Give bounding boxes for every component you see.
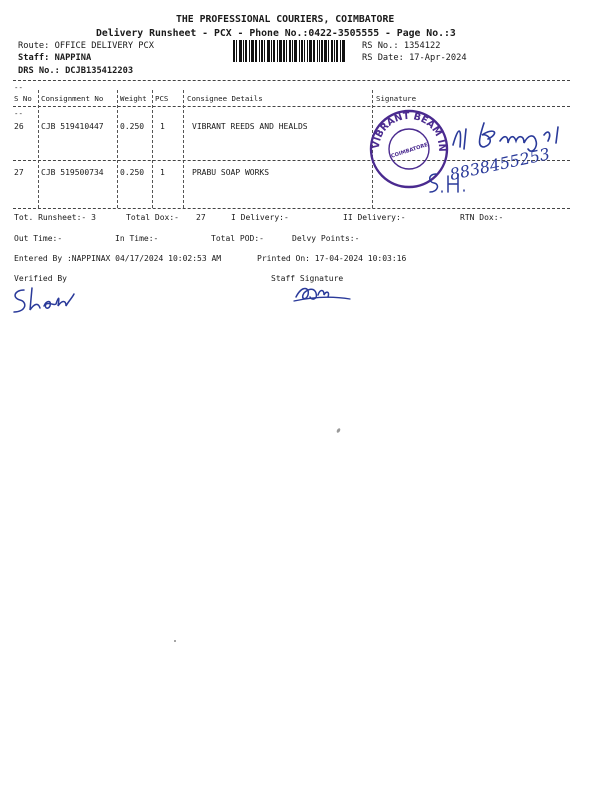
table-top-rule — [13, 80, 570, 81]
printed-on: Printed On: 17-04-2024 10:03:16 — [257, 254, 407, 263]
rs-date: RS Date: 17-Apr-2024 — [362, 53, 467, 63]
row-sno: 26 — [14, 122, 24, 131]
entered-by: Entered By :NAPPINAX 04/17/2024 10:02:53 AM — [14, 254, 222, 263]
total-dox-value: 27 — [196, 213, 206, 222]
drs-number: DRS No.: DCJB135412203 — [18, 66, 134, 76]
rs-number: RS No.: 1354122 — [362, 41, 441, 51]
handwritten-phone: 8838455253 — [448, 144, 552, 184]
column-divider — [183, 90, 184, 208]
column-header-weight: Weight — [120, 94, 147, 103]
company-title: THE PROFESSIONAL COURIERS, COIMBATORE — [176, 14, 395, 25]
header-rule — [13, 106, 570, 107]
row-pcs: 1 — [160, 168, 165, 177]
out-time: Out Time:- — [14, 234, 63, 243]
column-divider — [38, 90, 39, 208]
staff-label: Staff: NAPPINA — [18, 53, 92, 63]
barcode — [233, 40, 357, 62]
row-sno: 27 — [14, 168, 24, 177]
table-bottom-rule — [13, 208, 570, 209]
column-header-consignment: Consignment No — [41, 94, 104, 103]
staff-signature — [292, 283, 352, 305]
total-pod: Total POD:- — [211, 234, 264, 243]
verifier-signature — [10, 284, 80, 316]
column-divider — [152, 90, 153, 208]
column-header-consignee: Consignee Details — [187, 94, 263, 103]
i-delivery: I Delivery:- — [231, 213, 289, 222]
column-header-pcs: PCS — [155, 94, 169, 103]
stamp-company-text: VIBRANT BEAM INDUSTRY — [364, 100, 448, 152]
ink-speck — [336, 428, 341, 434]
row-consignment: CJB 519410447 — [41, 122, 104, 131]
stamp-city-text: COIMBATORE — [390, 142, 429, 160]
rtn-dox: RTN Dox:- — [460, 213, 504, 222]
header-divider-marker: -- — [14, 109, 23, 118]
column-divider — [117, 90, 118, 208]
row-weight: 0.250 — [120, 122, 145, 131]
row-weight: 0.250 — [120, 168, 145, 177]
ii-delivery: II Delivery:- — [343, 213, 406, 222]
delvy-points: Delvy Points:- — [292, 234, 360, 243]
verified-by-label: Verified By — [14, 274, 67, 283]
table-top-marker: -- — [14, 83, 23, 92]
column-header-sno: S No — [14, 94, 32, 103]
staff-signature-label: Staff Signature — [271, 274, 344, 283]
column-header-signature: Signature — [376, 94, 417, 103]
route-label: Route: OFFICE DELIVERY PCX — [18, 41, 154, 51]
total-dox-label: Total Dox:- — [126, 213, 179, 222]
row-consignee: VIBRANT REEDS AND HEALDS — [192, 122, 308, 131]
in-time: In Time:- — [115, 234, 159, 243]
runsheet-subtitle: Delivery Runsheet - PCX - Phone No.:0422-3505555 - Page No.:3 — [96, 28, 456, 39]
row-consignee: PRABU SOAP WORKS — [192, 168, 270, 177]
row-pcs: 1 — [160, 122, 165, 131]
ink-speck — [174, 640, 176, 642]
row-consignment: CJB 519500734 — [41, 168, 104, 177]
total-runsheet: Tot. Runsheet:- 3 — [14, 213, 96, 222]
